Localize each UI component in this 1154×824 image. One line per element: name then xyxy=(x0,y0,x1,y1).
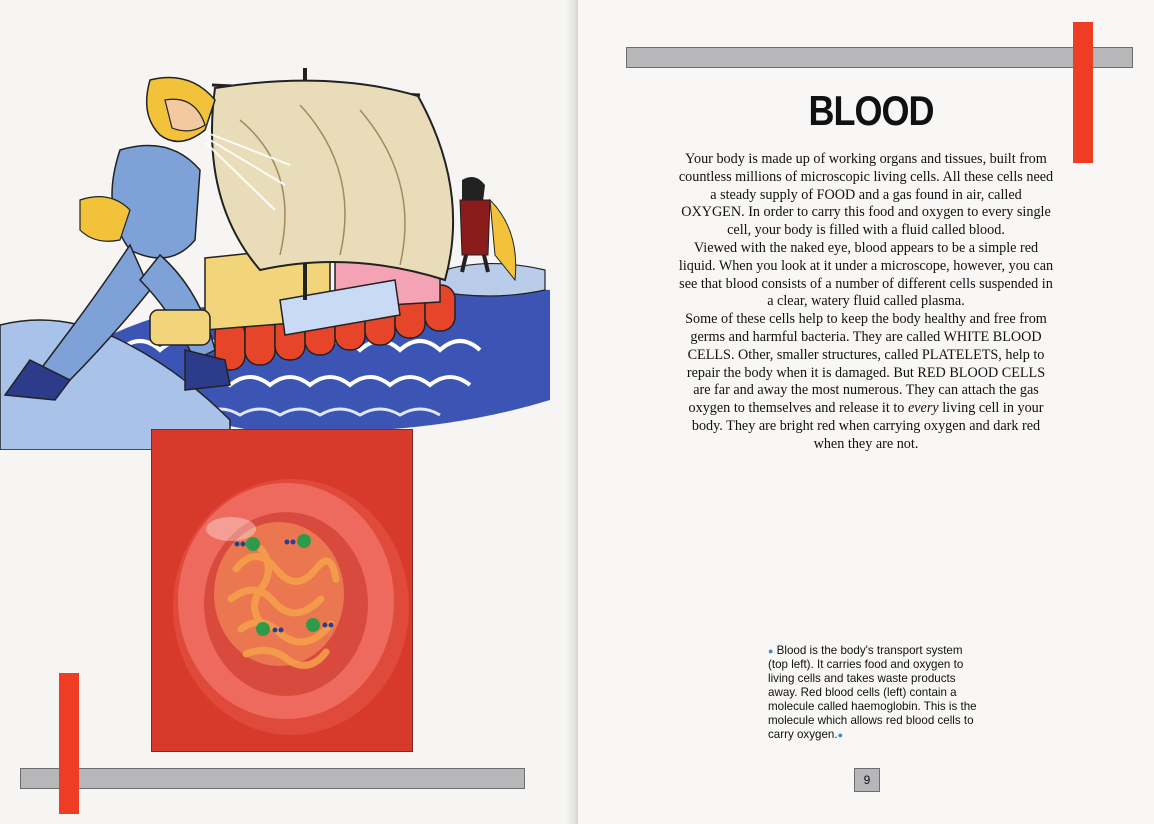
paragraph-2: Viewed with the naked eye, blood appears to be a simple red liquid. When you look at it under a microscope, however, you can see that blood consists of a number of different cells suspended in a clear, watery fluid called plasma. xyxy=(678,239,1054,310)
top-red-accent xyxy=(1073,22,1093,163)
page-title: BLOOD xyxy=(808,86,934,134)
right-page xyxy=(578,0,1154,824)
top-decor-bar xyxy=(626,47,1133,68)
caption-start-bullet-icon: ● xyxy=(768,646,774,656)
caption-end-bullet-icon: ● xyxy=(837,730,844,740)
paragraph-3-tail: living cell in your body. They are bright red when carrying oxygen and dark red when they are not. xyxy=(691,400,1044,452)
page-number: 9 xyxy=(854,768,880,792)
bottom-red-accent xyxy=(59,673,79,814)
paragraph-3-lead: Some of these cells help to keep the body healthy and free from germs and harmful bacteria. They are called WHITE BLOOD CELLS. Other, smaller structures, called PLATELETS, help to repair the body when it is damaged. But RED BLOOD CELLS are far and away the most numerous. They can attach the gas oxygen to themselves and release it to xyxy=(685,311,1047,417)
paragraph-3 xyxy=(678,311,1054,453)
paragraph-3-emphasis: every xyxy=(907,400,939,417)
red-blood-cell-illustration xyxy=(151,429,413,752)
caption-text: Blood is the body's transport system (top left). It carries food and oxygen to living cells and takes waste products away. Red blood cells (left) contain a molecule called haemoglobin. This is the molecule which allows red blood cells to carry oxygen. xyxy=(768,644,977,741)
body-text xyxy=(678,151,1054,454)
hero-raft-illustration xyxy=(0,40,560,450)
paragraph-1: Your body is made up of working organs and tissues, built from countless millions of microscopic living cells. All these cells need a steady supply of FOOD and a gas found in air, called OXYGEN. In order to carry this food and oxygen to every single cell, your body is filled with a fluid called blood. xyxy=(678,151,1054,239)
bottom-decor-bar xyxy=(20,768,525,789)
figure-caption xyxy=(768,644,978,742)
